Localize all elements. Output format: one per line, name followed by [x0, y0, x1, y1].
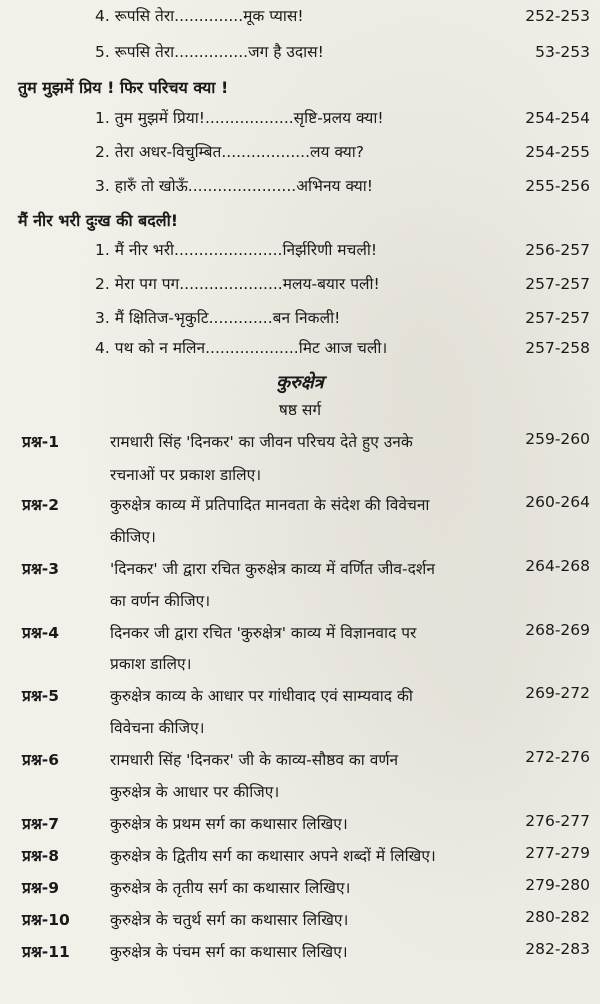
entry-text: 5. रूपसि तेरा...............जग है उदास! — [95, 43, 324, 61]
question-label: प्रश्न-2 — [22, 496, 59, 514]
entry-pages: 254-254 — [525, 109, 590, 127]
question-pages: 268-269 — [525, 621, 590, 639]
entry-text: 4. रूपसि तेरा..............मूक प्यास! — [95, 7, 304, 25]
question-line: कीजिए। — [110, 528, 156, 546]
question-line: कुरुक्षेत्र काव्य के आधार पर गांधीवाद एवं साम्यवाद की — [110, 687, 413, 705]
entry-text: 3. हारुँ तो खोऊँ......................अभिनय क्या! — [95, 177, 373, 195]
question-pages: 280-282 — [525, 908, 590, 926]
entry-text: 2. मेरा पग पग.....................मलय-बयार पली! — [95, 275, 380, 293]
question-label: प्रश्न-11 — [22, 943, 70, 961]
question-pages: 279-280 — [525, 876, 590, 894]
question-label: प्रश्न-5 — [22, 687, 59, 705]
question-label: प्रश्न-6 — [22, 751, 59, 769]
question-line: कुरुक्षेत्र के पंचम सर्ग का कथासार लिखिए। — [110, 943, 348, 961]
entry-pages: 252-253 — [525, 7, 590, 25]
question-line: का वर्णन कीजिए। — [110, 592, 211, 610]
book-title: कुरुक्षेत्र — [276, 372, 324, 393]
entry-pages: 255-256 — [525, 177, 590, 195]
question-line: प्रकाश डालिए। — [110, 655, 192, 673]
question-line: रामधारी सिंह 'दिनकर' का जीवन परिचय देते हुए उनके — [110, 433, 413, 451]
question-line: कुरुक्षेत्र काव्य में प्रतिपादित मानवता के संदेश की विवेचना — [110, 496, 430, 514]
question-label: प्रश्न-10 — [22, 911, 70, 929]
entry-text: 2. तेरा अधर-विचुम्बित..................लय क्या? — [95, 143, 364, 161]
entry-text: 4. पथ को न मलिन...................मिट आज चली। — [95, 339, 388, 357]
question-pages: 276-277 — [525, 812, 590, 830]
entry-pages: 256-257 — [525, 241, 590, 259]
question-label: प्रश्न-7 — [22, 815, 59, 833]
question-line: विवेचना कीजिए। — [110, 719, 205, 737]
question-pages: 259-260 — [525, 430, 590, 448]
question-line: दिनकर जी द्वारा रचित 'कुरुक्षेत्र' काव्य में विज्ञानवाद पर — [110, 624, 417, 642]
entry-pages: 254-255 — [525, 143, 590, 161]
entry-text: 1. तुम मुझमें प्रिया!..................सृष्टि-प्रलय क्या! — [95, 109, 384, 127]
question-pages: 282-283 — [525, 940, 590, 958]
question-label: प्रश्न-9 — [22, 879, 59, 897]
question-label: प्रश्न-4 — [22, 624, 59, 642]
question-line: कुरुक्षेत्र के द्वितीय सर्ग का कथासार अपने शब्दों में लिखिए। — [110, 847, 436, 865]
entry-pages: 257-257 — [525, 275, 590, 293]
question-line: रचनाओं पर प्रकाश डालिए। — [110, 466, 262, 484]
entry-pages: 257-257 — [525, 309, 590, 327]
entry-pages: 53-253 — [535, 43, 590, 61]
question-line: कुरुक्षेत्र के तृतीय सर्ग का कथासार लिखिए। — [110, 879, 351, 897]
question-line: कुरुक्षेत्र के चतुर्थ सर्ग का कथासार लिखिए। — [110, 911, 349, 929]
entry-text: 3. मैं क्षितिज-भृकुटि.............बन निकली! — [95, 309, 341, 327]
question-label: प्रश्न-3 — [22, 560, 59, 578]
section-heading: तुम मुझमें प्रिय ! फिर परिचय क्या ! — [18, 78, 229, 97]
question-line: कुरुक्षेत्र के प्रथम सर्ग का कथासार लिखिए। — [110, 815, 348, 833]
question-label: प्रश्न-1 — [22, 433, 59, 451]
question-pages: 260-264 — [525, 493, 590, 511]
entry-pages: 257-258 — [525, 339, 590, 357]
question-line: 'दिनकर' जी द्वारा रचित कुरुक्षेत्र काव्य में वर्णित जीव-दर्शन — [110, 560, 435, 578]
question-pages: 277-279 — [525, 844, 590, 862]
canto-title: षष्ठ सर्ग — [278, 401, 322, 419]
question-line: रामधारी सिंह 'दिनकर' जी के काव्य-सौष्ठव का वर्णन — [110, 751, 399, 769]
question-line: कुरुक्षेत्र के आधार पर कीजिए। — [110, 783, 280, 801]
section-heading: मैं नीर भरी दुःख की बदली! — [18, 211, 179, 230]
question-label: प्रश्न-8 — [22, 847, 59, 865]
question-pages: 264-268 — [525, 557, 590, 575]
question-pages: 269-272 — [525, 684, 590, 702]
question-pages: 272-276 — [525, 748, 590, 766]
entry-text: 1. मैं नीर भरी......................निर्झरिणी मचली! — [95, 241, 378, 259]
